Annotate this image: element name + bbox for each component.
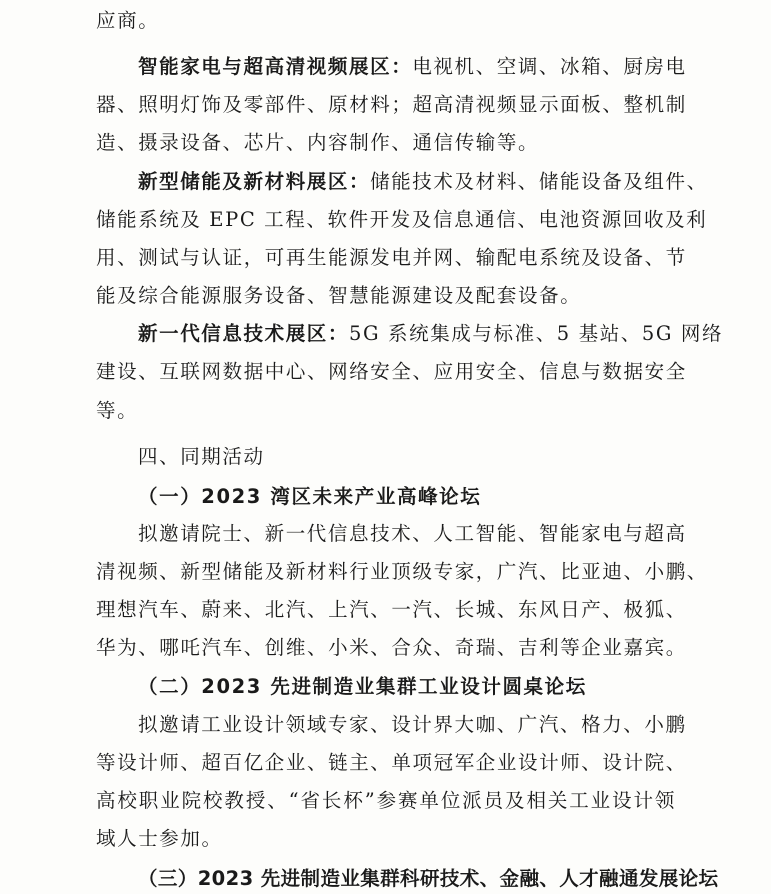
paragraph-line: 储能系统及 EPC 工程、软件开发及信息通信、电池资源回收及利 bbox=[96, 208, 708, 231]
paragraph-line: 等。 bbox=[96, 399, 139, 422]
zone-text: 储能技术及材料、储能设备及组件、 bbox=[370, 170, 708, 193]
zone-text: 电视机、空调、冰箱、厨房电 bbox=[412, 55, 687, 78]
paragraph-line: 理想汽车、蔚来、北汽、上汽、一汽、长城、东风日产、极狐、 bbox=[96, 598, 687, 621]
paragraph-first-line bbox=[138, 52, 687, 82]
zone-text: 5G 系统集成与标准、5 基站、5G 网络 bbox=[349, 322, 724, 345]
zone-heading-it: 新一代信息技术展区： bbox=[138, 322, 350, 345]
event-title-3: （三）2023 先进制造业集群科研技术、金融、人才融通发展论坛 bbox=[138, 867, 719, 890]
paragraph-line: 拟邀请院士、新一代信息技术、人工智能、智能家电与超高 bbox=[138, 522, 687, 545]
paragraph-first-line bbox=[138, 167, 708, 197]
section-title: 四、同期活动 bbox=[138, 445, 265, 468]
zone-heading-smart-home: 智能家电与超高清视频展区： bbox=[138, 55, 413, 78]
paragraph-first-line bbox=[138, 319, 724, 349]
paragraph-line: 高校职业院校教授、“省长杯”参赛单位派员及相关工业设计领 bbox=[96, 789, 676, 812]
paragraph-line: 等设计师、超百亿企业、链主、单项冠军企业设计师、设计院、 bbox=[96, 751, 687, 774]
paragraph-line: 器、照明灯饰及零部件、原材料；超高清视频显示面板、整机制 bbox=[96, 93, 687, 116]
paragraph-line: 拟邀请工业设计领域专家、设计界大咖、广汽、格力、小鹏 bbox=[138, 713, 687, 736]
event-title-1: （一）2023 湾区未来产业高峰论坛 bbox=[138, 485, 482, 508]
event-title-2: （二）2023 先进制造业集群工业设计圆桌论坛 bbox=[138, 675, 587, 698]
paragraph-line: 清视频、新型储能及新材料行业顶级专家，广汽、比亚迪、小鹏、 bbox=[96, 560, 708, 583]
paragraph-line: 造、摄录设备、芯片、内容制作、通信传输等。 bbox=[96, 131, 540, 154]
paragraph-line: 应商。 bbox=[96, 9, 160, 32]
paragraph-line: 建设、互联网数据中心、网络安全、应用安全、信息与数据安全 bbox=[96, 360, 687, 383]
paragraph-line: 华为、哪吒汽车、创维、小米、合众、奇瑞、吉利等企业嘉宾。 bbox=[96, 636, 687, 659]
paragraph-line: 域人士参加。 bbox=[96, 827, 223, 850]
zone-heading-energy-storage: 新型储能及新材料展区： bbox=[138, 170, 371, 193]
paragraph-line: 用、测试与认证，可再生能源发电并网、输配电系统及设备、节 bbox=[96, 246, 687, 269]
paragraph-line: 能及综合能源服务设备、智慧能源建设及配套设备。 bbox=[96, 284, 582, 307]
